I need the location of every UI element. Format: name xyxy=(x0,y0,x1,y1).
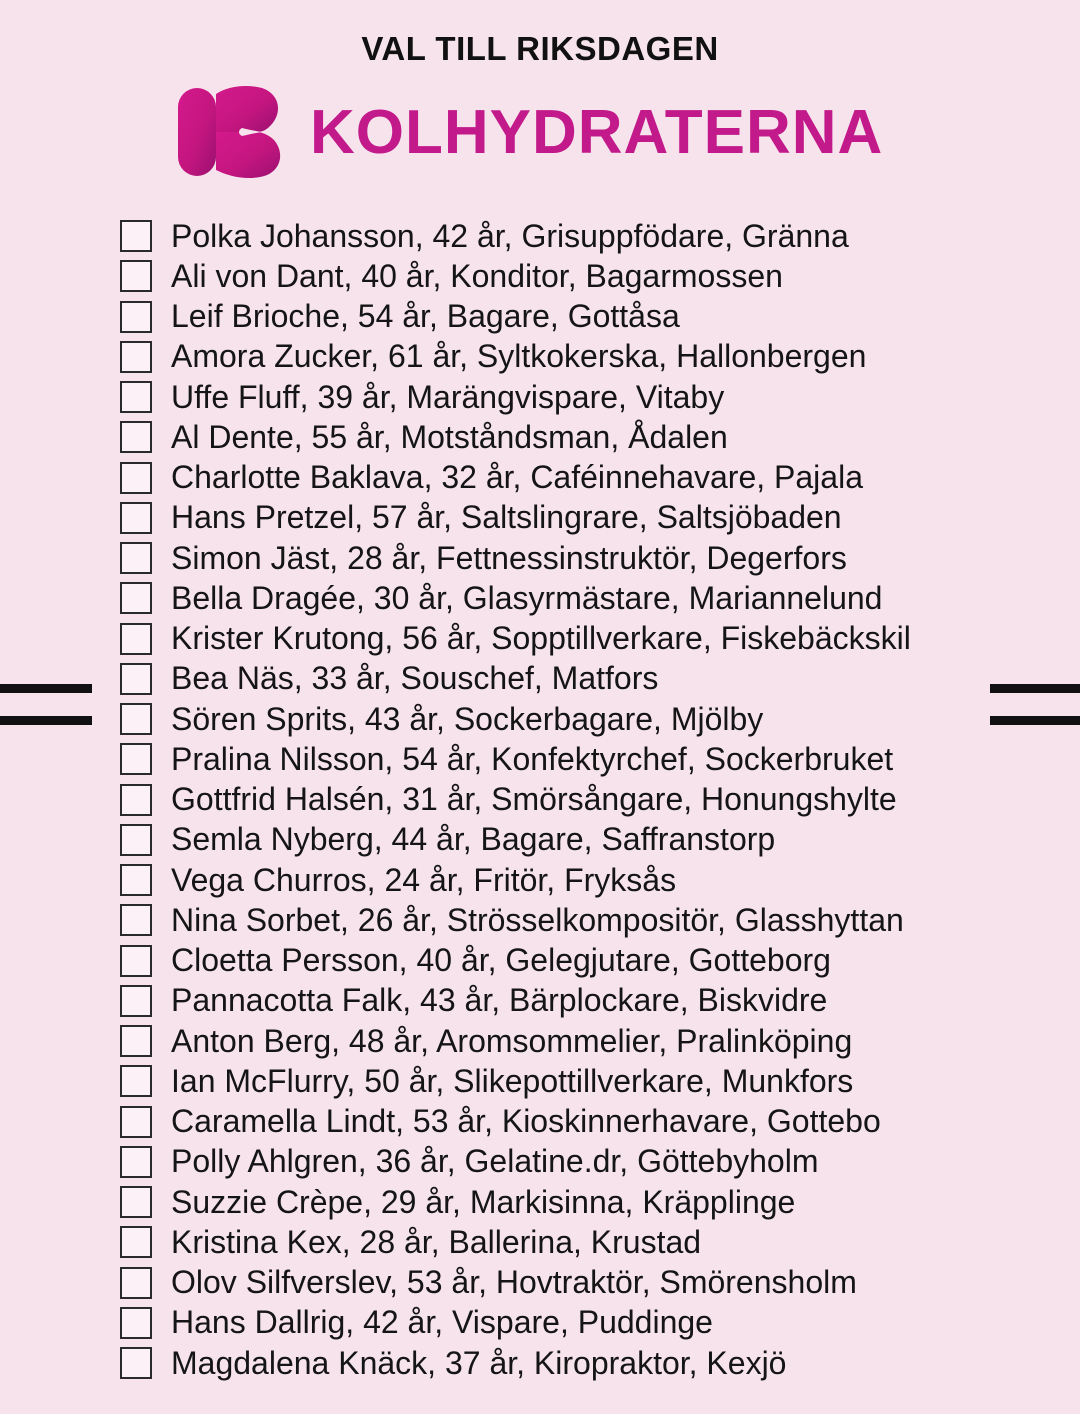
candidate-checkbox[interactable] xyxy=(120,462,152,494)
candidate-row xyxy=(120,458,911,498)
candidate-row xyxy=(120,297,911,337)
candidate-row xyxy=(120,619,911,659)
candidate-checkbox[interactable] xyxy=(120,1106,152,1138)
candidate-label: Sören Sprits, 43 år, Sockerbagare, Mjölby xyxy=(171,700,764,737)
candidate-label: Suzzie Crèpe, 29 år, Markisinna, Kräpplinge xyxy=(171,1183,796,1220)
kolhydraterna-k-logo-icon xyxy=(176,84,286,180)
candidate-label: Hans Dallrig, 42 år, Vispare, Puddinge xyxy=(171,1304,713,1341)
candidate-checkbox[interactable] xyxy=(120,864,152,896)
candidate-checkbox[interactable] xyxy=(120,663,152,695)
candidate-list xyxy=(120,216,911,1383)
candidate-checkbox[interactable] xyxy=(120,623,152,655)
candidate-row xyxy=(120,337,911,377)
candidate-checkbox[interactable] xyxy=(120,703,152,735)
candidate-checkbox[interactable] xyxy=(120,824,152,856)
party-header xyxy=(176,82,883,182)
candidate-row xyxy=(120,1182,911,1222)
candidate-row xyxy=(120,1222,911,1262)
candidate-label: Semla Nyberg, 44 år, Bagare, Saffranstorp xyxy=(171,821,776,858)
candidate-checkbox[interactable] xyxy=(120,945,152,977)
candidate-checkbox[interactable] xyxy=(120,1307,152,1339)
candidate-label: Olov Silfverslev, 53 år, Hovtraktör, Smörensholm xyxy=(171,1264,857,1301)
candidate-row xyxy=(120,780,911,820)
candidate-row xyxy=(120,538,911,578)
candidate-row xyxy=(120,820,911,860)
candidate-checkbox[interactable] xyxy=(120,260,152,292)
candidate-checkbox[interactable] xyxy=(120,743,152,775)
candidate-label: Nina Sorbet, 26 år, Strösselkompositör, Glasshyttan xyxy=(171,901,904,938)
candidate-row xyxy=(120,1061,911,1101)
candidate-label: Pralina Nilsson, 54 år, Konfektyrchef, Sockerbruket xyxy=(171,740,894,777)
candidate-label: Caramella Lindt, 53 år, Kioskinnerhavare, Gottebo xyxy=(171,1103,881,1140)
candidate-checkbox[interactable] xyxy=(120,1226,152,1258)
candidate-checkbox[interactable] xyxy=(120,1146,152,1178)
candidate-label: Charlotte Baklava, 32 år, Caféinnehavare, Pajala xyxy=(171,459,863,496)
candidate-label: Polly Ahlgren, 36 år, Gelatine.dr, Göttebyholm xyxy=(171,1143,819,1180)
candidate-checkbox[interactable] xyxy=(120,1065,152,1097)
candidate-row xyxy=(120,860,911,900)
candidate-row xyxy=(120,981,911,1021)
candidate-checkbox[interactable] xyxy=(120,1186,152,1218)
candidate-checkbox[interactable] xyxy=(120,301,152,333)
candidate-row xyxy=(120,1343,911,1383)
candidate-row xyxy=(120,1263,911,1303)
candidate-label: Amora Zucker, 61 år, Syltkokerska, Hallonbergen xyxy=(171,338,867,375)
candidate-row xyxy=(120,216,911,256)
candidate-checkbox[interactable] xyxy=(120,1347,152,1379)
candidate-row xyxy=(120,659,911,699)
candidate-label: Polka Johansson, 42 år, Grisuppfödare, Gränna xyxy=(171,217,849,254)
candidate-row xyxy=(120,941,911,981)
election-title: VAL TILL RIKSDAGEN xyxy=(361,30,719,67)
candidate-row xyxy=(120,699,911,739)
candidate-row xyxy=(120,1021,911,1061)
candidate-row xyxy=(120,1142,911,1182)
fold-mark-right-top xyxy=(990,684,1080,693)
candidate-checkbox[interactable] xyxy=(120,502,152,534)
candidate-checkbox[interactable] xyxy=(120,904,152,936)
candidate-label: Magdalena Knäck, 37 år, Kiropraktor, Kexjö xyxy=(171,1344,787,1381)
candidate-checkbox[interactable] xyxy=(120,341,152,373)
fold-mark-right-bottom xyxy=(990,716,1080,725)
candidate-label: Bea Näs, 33 år, Souschef, Matfors xyxy=(171,660,659,697)
candidate-row xyxy=(120,739,911,779)
candidate-label: Kristina Kex, 28 år, Ballerina, Krustad xyxy=(171,1223,702,1260)
candidate-checkbox[interactable] xyxy=(120,784,152,816)
candidate-row xyxy=(120,377,911,417)
candidate-label: Bella Dragée, 30 år, Glasyrmästare, Mariannelund xyxy=(171,579,883,616)
candidate-label: Ali von Dant, 40 år, Konditor, Bagarmossen xyxy=(171,257,783,294)
candidate-label: Gottfrid Halsén, 31 år, Smörsångare, Honungshylte xyxy=(171,781,897,818)
fold-mark-left-bottom xyxy=(0,716,92,725)
candidate-checkbox[interactable] xyxy=(120,220,152,252)
candidate-label: Ian McFlurry, 50 år, Slikepottillverkare, Munkfors xyxy=(171,1062,854,1099)
candidate-row xyxy=(120,1303,911,1343)
candidate-label: Cloetta Persson, 40 år, Gelegjutare, Gotteborg xyxy=(171,942,831,979)
candidate-label: Al Dente, 55 år, Motståndsman, Ådalen xyxy=(171,418,728,455)
candidate-label: Hans Pretzel, 57 år, Saltslingrare, Saltsjöbaden xyxy=(171,499,842,536)
candidate-checkbox[interactable] xyxy=(120,985,152,1017)
candidate-checkbox[interactable] xyxy=(120,421,152,453)
candidate-checkbox[interactable] xyxy=(120,381,152,413)
party-name: KOLHYDRATERNA xyxy=(310,97,884,167)
candidate-label: Leif Brioche, 54 år, Bagare, Gottåsa xyxy=(171,298,680,335)
candidate-row xyxy=(120,1102,911,1142)
fold-mark-left-top xyxy=(0,684,92,693)
candidate-label: Uffe Fluff, 39 år, Marängvispare, Vitaby xyxy=(171,378,725,415)
candidate-checkbox[interactable] xyxy=(120,1025,152,1057)
candidate-row xyxy=(120,417,911,457)
candidate-checkbox[interactable] xyxy=(120,1267,152,1299)
candidate-checkbox[interactable] xyxy=(120,582,152,614)
candidate-row xyxy=(120,256,911,296)
candidate-row xyxy=(120,498,911,538)
candidate-row xyxy=(120,900,911,940)
candidate-label: Vega Churros, 24 år, Fritör, Fryksås xyxy=(171,861,677,898)
candidate-label: Krister Krutong, 56 år, Sopptillverkare, Fiskebäckskil xyxy=(171,620,911,657)
candidate-label: Anton Berg, 48 år, Aromsommelier, Pralinköping xyxy=(171,1022,853,1059)
candidate-label: Simon Jäst, 28 år, Fettnessinstruktör, Degerfors xyxy=(171,539,847,576)
candidate-label: Pannacotta Falk, 43 år, Bärplockare, Biskvidre xyxy=(171,982,828,1019)
candidate-row xyxy=(120,578,911,618)
candidate-checkbox[interactable] xyxy=(120,542,152,574)
